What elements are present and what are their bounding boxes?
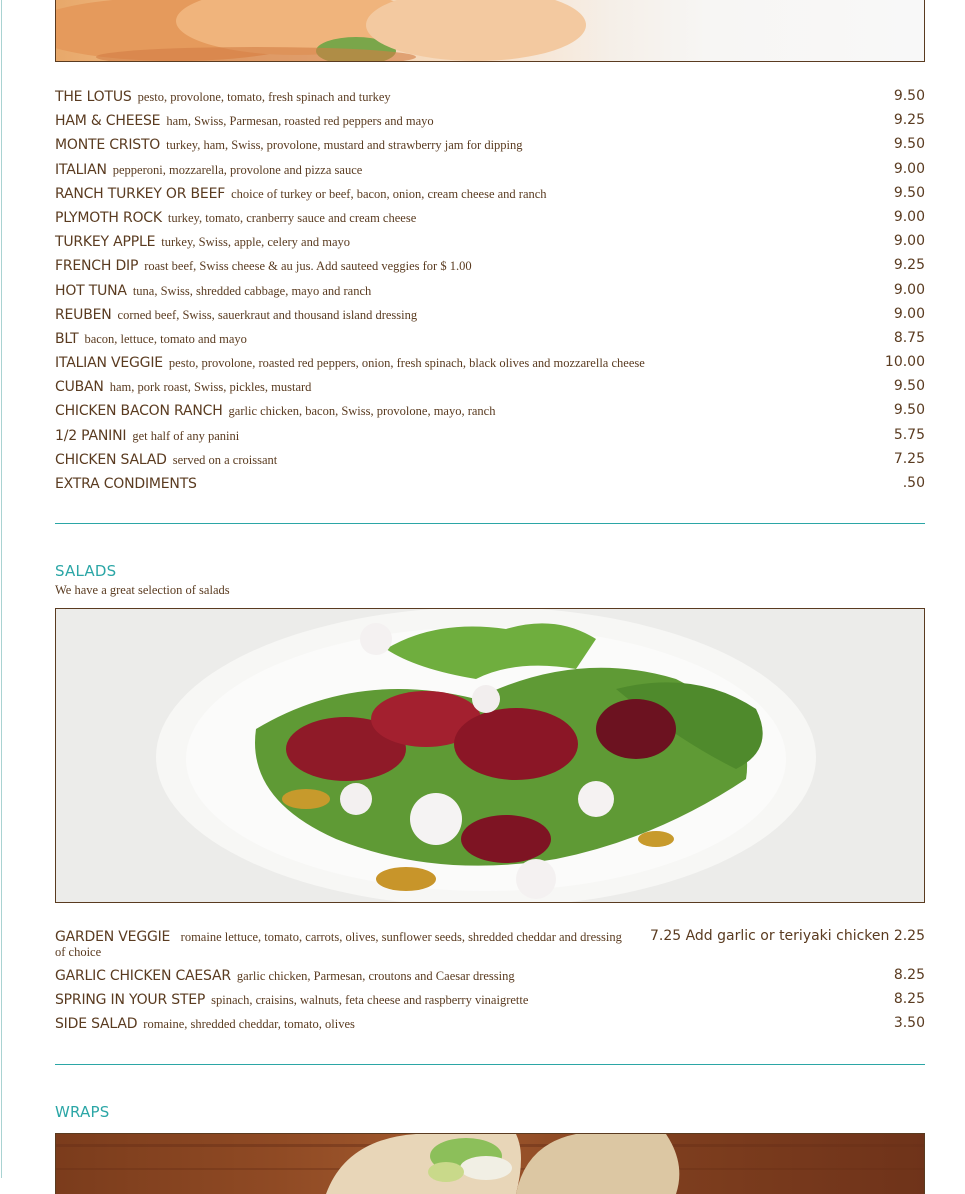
item-name: GARDEN VEGGIE [55,929,171,945]
menu-item [55,282,925,306]
item-name: HOT TUNA [55,282,127,299]
item-description: choice of turkey or beef, bacon, onion, cream cheese and ranch [231,186,547,201]
item-description-continued: of choice [55,945,102,959]
item-price: 9.00 [893,160,925,177]
menu-item [55,378,925,402]
wrap-photo-art [56,1134,924,1194]
item-price: 7.25 Add garlic or teriyaki chicken 2.25 [649,928,925,944]
menu-item [55,991,925,1015]
item-name: GARLIC CHICKEN CAESAR [55,968,231,984]
item-description: pesto, provolone, roasted red peppers, onion, fresh spinach, black olives and mozzarella cheese [168,356,645,371]
item-name: CUBAN [55,379,104,396]
item-name: MONTE CRISTO [55,137,161,154]
salad-items [55,967,925,1040]
section-divider [55,1064,925,1065]
item-price: 9.00 [893,281,925,298]
item-description: garlic chicken, Parmesan, croutons and Caesar dressing [236,969,515,983]
wraps-heading: WRAPS [55,1103,110,1121]
menu-item [55,112,925,136]
item-description: turkey, ham, Swiss, provolone, mustard and strawberry jam for dipping [166,138,523,153]
item-name: FRENCH DIP [55,258,139,275]
item-description: ham, pork roast, Swiss, pickles, mustard [109,380,312,395]
menu-item [55,1015,925,1039]
salads-subtitle: We have a great selection of salads [55,583,230,597]
item-description: bacon, lettuce, tomato and mayo [84,331,247,346]
item-price: 9.50 [893,184,925,201]
item-name: CHICKEN BACON RANCH [55,403,223,420]
menu-item [55,257,925,281]
item-description: turkey, Swiss, apple, celery and mayo [161,235,350,250]
menu-item [55,88,925,112]
menu-item [55,330,925,354]
menu-item [55,451,925,475]
item-price: 9.50 [893,402,925,419]
item-price: 8.25 [893,991,925,1008]
menu-item [55,161,925,185]
menu-item [55,967,925,991]
item-description: romaine, shredded cheddar, tomato, olives [143,1017,355,1032]
item-description: romaine lettuce, tomato, carrots, olives, sunflower seeds, shredded cheddar and dressing [180,930,622,944]
item-name: 1/2 PANINI [55,427,127,444]
menu-item [55,402,925,426]
item-description: spinach, craisins, walnuts, feta cheese and raspberry vinaigrette [211,993,529,1008]
menu-item [55,354,925,378]
item-name: SPRING IN YOUR STEP [55,992,206,1009]
item-name: TURKEY APPLE [55,234,156,251]
sandwich-photo [55,0,925,62]
salads-heading: SALADS [55,562,117,580]
menu-item [55,136,925,160]
item-name: ITALIAN VEGGIE [55,355,163,372]
item-price: 9.50 [893,88,925,104]
menu-item-garden-veggie [55,928,925,967]
salad-photo-art [56,609,924,902]
item-price: 10.00 [884,354,925,371]
wrap-photo [55,1133,925,1194]
item-price: 8.25 [893,967,925,983]
item-name: EXTRA CONDIMENTS [55,476,197,492]
item-price: 5.75 [893,426,925,443]
item-description: roast beef, Swiss cheese & au jus. Add sauteed veggies for $ 1.00 [144,259,472,274]
menu-item [55,475,925,499]
item-name: CHICKEN SALAD [55,451,167,468]
item-description: ham, Swiss, Parmesan, roasted red peppers and mayo [166,114,434,129]
menu-item [55,209,925,233]
item-price: .50 [902,475,925,491]
item-price: 7.25 [893,450,925,467]
item-name: REUBEN [55,306,112,323]
page-left-border [1,0,2,1178]
item-price: 9.50 [893,136,925,153]
item-name: SIDE SALAD [55,1016,138,1033]
item-description: turkey, tomato, cranberry sauce and cream cheese [167,210,417,225]
item-description: served on a croissant [172,452,278,467]
item-description: tuna, Swiss, shredded cabbage, mayo and ranch [132,283,372,298]
item-description: garlic chicken, bacon, Swiss, provolone, mayo, ranch [228,404,496,419]
item-description: corned beef, Swiss, sauerkraut and thousand island dressing [117,307,418,322]
item-price: 3.50 [893,1015,925,1032]
item-price: 8.75 [893,329,925,346]
menu-item [55,185,925,209]
item-name: PLYMOTH ROCK [55,209,162,226]
item-description: get half of any panini [132,428,240,443]
item-description: pesto, provolone, tomato, fresh spinach and turkey [137,90,391,104]
item-price: 9.00 [893,233,925,250]
item-name: THE LOTUS [55,89,132,105]
item-price: 9.00 [893,305,925,322]
item-description: pepperoni, mozzarella, provolone and pizza sauce [112,162,363,177]
salads-menu-list [55,928,925,1040]
item-name: RANCH TURKEY OR BEEF [55,185,226,202]
item-price: 9.25 [893,112,925,129]
menu-item [55,233,925,257]
item-price: 9.00 [893,208,925,225]
menu-item [55,427,925,451]
sandwich-menu-list [55,88,925,499]
section-divider [55,523,925,524]
item-name: ITALIAN [55,161,107,178]
item-name: HAM & CHEESE [55,113,161,130]
salad-photo [55,608,925,903]
item-name: BLT [55,330,79,347]
menu-item [55,306,925,330]
item-price: 9.25 [893,257,925,274]
item-price: 9.50 [893,378,925,395]
sandwich-photo-art [56,0,924,61]
